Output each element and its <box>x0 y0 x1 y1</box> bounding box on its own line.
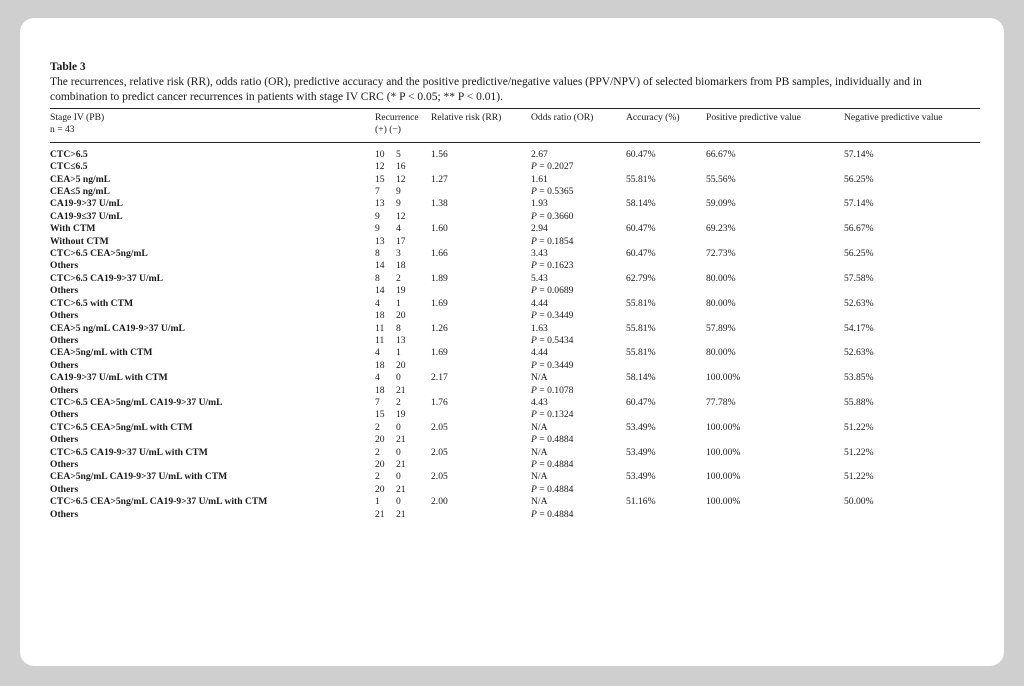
relative-risk-cell: 1.66 <box>431 248 448 260</box>
row-label-cell: CEA>5ng/mL with CTM <box>50 347 153 359</box>
table-row <box>50 198 980 210</box>
accuracy-cell: 55.81% <box>626 322 656 334</box>
row-label-cell: Others <box>50 409 79 421</box>
table-row <box>50 447 980 459</box>
row-label-cell: CTC>6.5 CA19-9>37 U/mL <box>50 272 163 284</box>
accuracy-cell <box>626 211 706 223</box>
caption-main: The recurrences, relative risk (RR), odds ratio (OR), predictive accuracy and the positive predictive/negative values (PPV/NPV) of selected biomarkers from PB samples, individually and in combination to predict cancer recurrences in patients with stage IV CRC ( <box>50 76 922 103</box>
relative-risk-cell: 1.56 <box>431 148 448 160</box>
recurrence-negative-cell: 21 <box>396 458 406 470</box>
ppv-cell: 66.67% <box>706 148 736 160</box>
odds-ratio-cell: P = 0.1078 <box>531 384 574 396</box>
recurrence-positive-cell: 4 <box>375 297 380 309</box>
header-recurrence-label: Recurrence <box>375 112 419 123</box>
recurrence-positive-cell: 8 <box>375 248 380 260</box>
table-row <box>50 484 980 496</box>
npv-cell <box>844 161 980 173</box>
npv-cell <box>844 260 980 272</box>
recurrence-negative-cell: 18 <box>396 260 406 272</box>
accuracy-cell <box>626 310 706 322</box>
recurrence-negative-cell: 9 <box>396 198 401 210</box>
recurrence-negative-cell: 21 <box>396 508 406 520</box>
relative-risk-cell: 1.69 <box>431 297 448 309</box>
recurrence-positive-cell: 13 <box>375 198 385 210</box>
ppv-cell <box>706 236 844 248</box>
recurrence-negative-cell: 1 <box>396 347 401 359</box>
table-row <box>50 310 980 322</box>
relative-risk-cell <box>431 509 531 523</box>
table-row <box>50 174 980 186</box>
table-row <box>50 397 980 409</box>
row-label-cell: CA19-9≤37 U/mL <box>50 210 123 222</box>
relative-risk-cell: 1.38 <box>431 198 448 210</box>
header-npv: Negative predictive value <box>844 109 980 143</box>
recurrence-positive-cell: 2 <box>375 446 380 458</box>
recurrence-positive-cell: 7 <box>375 186 380 198</box>
ppv-cell <box>706 509 844 523</box>
recurrence-positive-cell: 4 <box>375 347 380 359</box>
table-title: Table 3 <box>50 61 86 73</box>
recurrence-negative-cell: 21 <box>396 384 406 396</box>
table-row <box>50 471 980 483</box>
row-label-cell: Others <box>50 285 79 297</box>
table-row <box>50 142 980 161</box>
accuracy-cell: 55.81% <box>626 297 656 309</box>
accuracy-cell <box>626 260 706 272</box>
header-group-label: Stage IV (PB) <box>50 112 105 123</box>
header-rr: Relative risk (RR) <box>431 109 531 143</box>
odds-ratio-cell: N/A <box>531 471 548 483</box>
relative-risk-cell <box>431 434 531 446</box>
npv-cell: 57.14% <box>844 148 874 160</box>
npv-cell <box>844 459 980 471</box>
ppv-cell: 55.56% <box>706 173 736 185</box>
table-row <box>50 409 980 421</box>
odds-ratio-cell: P = 0.4884 <box>531 458 574 470</box>
header-n: n = 43 <box>50 124 75 136</box>
accuracy-cell <box>626 409 706 421</box>
accuracy-cell: 62.79% <box>626 272 656 284</box>
table-row <box>50 509 980 523</box>
recurrence-negative-cell: 4 <box>396 223 401 235</box>
accuracy-cell: 53.49% <box>626 421 656 433</box>
recurrence-positive-cell: 20 <box>375 458 385 470</box>
recurrence-negative-cell: 0 <box>396 446 401 458</box>
header-accuracy: Accuracy (%) <box>626 109 706 143</box>
ppv-cell: 72.73% <box>706 248 736 260</box>
relative-risk-cell: 1.89 <box>431 272 448 284</box>
table-row <box>50 223 980 235</box>
relative-risk-cell: 1.60 <box>431 223 448 235</box>
npv-cell <box>844 360 980 372</box>
relative-risk-cell <box>431 211 531 223</box>
relative-risk-cell <box>431 161 531 173</box>
row-label-cell: Others <box>50 508 79 520</box>
recurrence-positive-cell: 13 <box>375 235 385 247</box>
ppv-cell: 100.00% <box>706 372 741 384</box>
relative-risk-cell: 2.05 <box>431 421 448 433</box>
recurrence-negative-cell: 0 <box>396 372 401 384</box>
relative-risk-cell <box>431 285 531 297</box>
odds-ratio-cell: N/A <box>531 421 548 433</box>
odds-ratio-cell: P = 0.5434 <box>531 334 574 346</box>
relative-risk-cell <box>431 260 531 272</box>
npv-cell: 51.22% <box>844 421 874 433</box>
recurrence-positive-cell: 9 <box>375 223 380 235</box>
relative-risk-cell: 2.05 <box>431 446 448 458</box>
row-label-cell: CTC>6.5 CEA>5ng/mL CA19-9>37 U/mL <box>50 396 223 408</box>
accuracy-cell: 58.14% <box>626 198 656 210</box>
ppv-cell: 100.00% <box>706 446 741 458</box>
odds-ratio-cell: 2.67 <box>531 148 548 160</box>
recurrence-positive-cell: 11 <box>375 334 385 346</box>
relative-risk-cell <box>431 186 531 198</box>
recurrence-negative-cell: 12 <box>396 210 406 222</box>
table-row <box>50 285 980 297</box>
accuracy-cell: 60.47% <box>626 248 656 260</box>
odds-ratio-cell: 2.94 <box>531 223 548 235</box>
ppv-cell <box>706 161 844 173</box>
row-label-cell: CEA>5ng/mL CA19-9>37 U/mL with CTM <box>50 471 228 483</box>
accuracy-cell: 60.47% <box>626 223 656 235</box>
ppv-cell: 100.00% <box>706 471 741 483</box>
row-label-cell: CA19-9>37 U/mL with CTM <box>50 372 168 384</box>
npv-cell: 52.63% <box>844 347 874 359</box>
table-block <box>50 60 980 523</box>
npv-cell: 51.22% <box>844 471 874 483</box>
accuracy-cell <box>626 385 706 397</box>
npv-cell <box>844 285 980 297</box>
table-row <box>50 273 980 285</box>
accuracy-cell <box>626 434 706 446</box>
accuracy-cell <box>626 509 706 523</box>
recurrence-negative-cell: 0 <box>396 421 401 433</box>
caption-significance: * P < 0.05; ** P < 0.01 <box>390 91 497 103</box>
row-label-cell: CTC>6.5 CA19-9>37 U/mL with CTM <box>50 446 208 458</box>
recurrence-positive-cell: 1 <box>375 496 380 508</box>
recurrence-negative-cell: 0 <box>396 471 401 483</box>
recurrence-negative-cell: 2 <box>396 272 401 284</box>
row-label-cell: Others <box>50 260 79 272</box>
ppv-cell: 100.00% <box>706 421 741 433</box>
recurrence-negative-cell: 9 <box>396 186 401 198</box>
row-label-cell: Others <box>50 334 79 346</box>
npv-cell: 53.85% <box>844 372 874 384</box>
accuracy-cell: 60.47% <box>626 148 656 160</box>
npv-cell <box>844 236 980 248</box>
ppv-cell <box>706 335 844 347</box>
npv-cell <box>844 385 980 397</box>
row-label-cell: CA19-9>37 U/mL <box>50 198 123 210</box>
table-row <box>50 347 980 359</box>
recurrence-negative-cell: 1 <box>396 297 401 309</box>
recurrence-positive-cell: 4 <box>375 372 380 384</box>
table-row <box>50 360 980 372</box>
odds-ratio-cell: P = 0.5365 <box>531 186 574 198</box>
table-row <box>50 211 980 223</box>
odds-ratio-cell: P = 0.4884 <box>531 483 574 495</box>
recurrence-negative-cell: 19 <box>396 285 406 297</box>
row-label-cell: With CTM <box>50 223 96 235</box>
odds-ratio-cell: P = 0.2027 <box>531 161 574 173</box>
table-row <box>50 422 980 434</box>
row-label-cell: Without CTM <box>50 235 109 247</box>
ppv-cell <box>706 484 844 496</box>
row-label-cell: CEA≤5 ng/mL <box>50 186 110 198</box>
recurrence-negative-cell: 12 <box>396 173 406 185</box>
ppv-cell <box>706 211 844 223</box>
recurrence-negative-cell: 13 <box>396 334 406 346</box>
table-row <box>50 260 980 272</box>
ppv-cell: 80.00% <box>706 272 736 284</box>
accuracy-cell <box>626 236 706 248</box>
document-frame <box>20 18 1004 666</box>
ppv-cell <box>706 186 844 198</box>
ppv-cell: 100.00% <box>706 496 741 508</box>
npv-cell <box>844 509 980 523</box>
npv-cell: 52.63% <box>844 297 874 309</box>
ppv-cell <box>706 360 844 372</box>
recurrence-positive-cell: 20 <box>375 483 385 495</box>
odds-ratio-cell: 4.43 <box>531 396 548 408</box>
odds-ratio-cell: P = 0.1623 <box>531 260 574 272</box>
accuracy-cell: 53.49% <box>626 446 656 458</box>
header-or: Odds ratio (OR) <box>531 109 626 143</box>
table-row <box>50 459 980 471</box>
npv-cell: 51.22% <box>844 446 874 458</box>
recurrence-negative-cell: 3 <box>396 248 401 260</box>
odds-ratio-cell: P = 0.1854 <box>531 235 574 247</box>
recurrence-positive-cell: 18 <box>375 359 385 371</box>
row-label-cell: Others <box>50 434 79 446</box>
accuracy-cell: 55.81% <box>626 173 656 185</box>
table-row <box>50 496 980 508</box>
relative-risk-cell <box>431 385 531 397</box>
relative-risk-cell: 1.69 <box>431 347 448 359</box>
row-label-cell: Others <box>50 483 79 495</box>
table-body <box>50 142 980 523</box>
accuracy-cell <box>626 484 706 496</box>
odds-ratio-cell: 4.44 <box>531 347 548 359</box>
caption-end: ). <box>496 91 503 103</box>
npv-cell <box>844 310 980 322</box>
ppv-cell: 77.78% <box>706 396 736 408</box>
relative-risk-cell: 1.76 <box>431 396 448 408</box>
recurrence-negative-cell: 21 <box>396 434 406 446</box>
npv-cell: 57.14% <box>844 198 874 210</box>
table-row <box>50 323 980 335</box>
recurrence-positive-cell: 14 <box>375 260 385 272</box>
odds-ratio-cell: N/A <box>531 372 548 384</box>
odds-ratio-cell: 5.43 <box>531 272 548 284</box>
accuracy-cell: 55.81% <box>626 347 656 359</box>
relative-risk-cell <box>431 459 531 471</box>
row-label-cell: Others <box>50 384 79 396</box>
recurrence-positive-cell: 18 <box>375 310 385 322</box>
odds-ratio-cell: 1.63 <box>531 322 548 334</box>
odds-ratio-cell: 3.43 <box>531 248 548 260</box>
odds-ratio-cell: P = 0.0689 <box>531 285 574 297</box>
relative-risk-cell: 2.05 <box>431 471 448 483</box>
recurrence-positive-cell: 2 <box>375 471 380 483</box>
relative-risk-cell <box>431 484 531 496</box>
table-header-row <box>50 109 980 143</box>
header-group <box>50 109 375 143</box>
npv-cell: 55.88% <box>844 396 874 408</box>
accuracy-cell <box>626 335 706 347</box>
recurrence-positive-cell: 9 <box>375 210 380 222</box>
ppv-cell: 69.23% <box>706 223 736 235</box>
relative-risk-cell: 2.00 <box>431 496 448 508</box>
table-row <box>50 298 980 310</box>
relative-risk-cell <box>431 360 531 372</box>
recurrence-positive-cell: 2 <box>375 421 380 433</box>
recurrence-negative-cell: 20 <box>396 359 406 371</box>
relative-risk-cell <box>431 335 531 347</box>
accuracy-cell <box>626 186 706 198</box>
ppv-cell <box>706 434 844 446</box>
npv-cell: 56.25% <box>844 173 874 185</box>
npv-cell: 56.67% <box>844 223 874 235</box>
recurrence-positive-cell: 21 <box>375 508 385 520</box>
table-row <box>50 236 980 248</box>
ppv-cell: 80.00% <box>706 347 736 359</box>
row-label-cell: CTC>6.5 CEA>5ng/mL CA19-9>37 U/mL with CTM <box>50 496 268 508</box>
npv-cell: 56.25% <box>844 248 874 260</box>
accuracy-cell <box>626 360 706 372</box>
row-label-cell: CEA>5 ng/mL CA19-9>37 U/mL <box>50 322 185 334</box>
npv-cell <box>844 211 980 223</box>
accuracy-cell <box>626 459 706 471</box>
row-label-cell: CTC>6.5 with CTM <box>50 297 134 309</box>
header-ppv: Positive predictive value <box>706 109 844 143</box>
odds-ratio-cell: P = 0.4884 <box>531 508 574 520</box>
table-row <box>50 372 980 384</box>
ppv-cell: 59.09% <box>706 198 736 210</box>
header-recurrence-signs: (+) (−) <box>375 124 401 136</box>
recurrence-negative-cell: 16 <box>396 161 406 173</box>
accuracy-cell: 51.16% <box>626 496 656 508</box>
recurrence-positive-cell: 10 <box>375 148 385 160</box>
recurrence-negative-cell: 8 <box>396 322 401 334</box>
odds-ratio-cell: P = 0.4884 <box>531 434 574 446</box>
npv-cell: 50.00% <box>844 496 874 508</box>
npv-cell <box>844 484 980 496</box>
odds-ratio-cell: P = 0.3660 <box>531 210 574 222</box>
ppv-cell <box>706 459 844 471</box>
recurrence-negative-cell: 19 <box>396 409 406 421</box>
relative-risk-cell <box>431 236 531 248</box>
recurrence-negative-cell: 2 <box>396 396 401 408</box>
table-row <box>50 186 980 198</box>
accuracy-cell <box>626 285 706 297</box>
accuracy-cell <box>626 161 706 173</box>
ppv-cell <box>706 310 844 322</box>
row-label-cell: CTC>6.5 CEA>5ng/mL <box>50 248 148 260</box>
relative-risk-cell: 1.27 <box>431 173 448 185</box>
table-row <box>50 335 980 347</box>
accuracy-cell: 60.47% <box>626 396 656 408</box>
ppv-cell: 57.89% <box>706 322 736 334</box>
ppv-cell <box>706 409 844 421</box>
recurrence-positive-cell: 14 <box>375 285 385 297</box>
odds-ratio-cell: 1.61 <box>531 173 548 185</box>
npv-cell <box>844 409 980 421</box>
odds-ratio-cell: P = 0.3449 <box>531 359 574 371</box>
recurrence-positive-cell: 11 <box>375 322 385 334</box>
npv-cell <box>844 186 980 198</box>
ppv-cell <box>706 285 844 297</box>
row-label-cell: Others <box>50 310 79 322</box>
odds-ratio-cell: 1.93 <box>531 198 548 210</box>
recurrence-negative-cell: 0 <box>396 496 401 508</box>
odds-ratio-cell: 4.44 <box>531 297 548 309</box>
relative-risk-cell <box>431 310 531 322</box>
odds-ratio-cell: P = 0.1324 <box>531 409 574 421</box>
row-label-cell: CTC>6.5 <box>50 148 88 160</box>
table-row <box>50 248 980 260</box>
row-label-cell: CEA>5 ng/mL <box>50 173 111 185</box>
row-label-cell: Others <box>50 458 79 470</box>
ppv-cell: 80.00% <box>706 297 736 309</box>
row-label-cell: CTC>6.5 CEA>5ng/mL with CTM <box>50 421 193 433</box>
odds-ratio-cell: N/A <box>531 496 548 508</box>
results-table <box>50 108 980 523</box>
ppv-cell <box>706 260 844 272</box>
relative-risk-cell <box>431 409 531 421</box>
accuracy-cell: 53.49% <box>626 471 656 483</box>
recurrence-negative-cell: 20 <box>396 310 406 322</box>
recurrence-positive-cell: 18 <box>375 384 385 396</box>
recurrence-positive-cell: 7 <box>375 396 380 408</box>
npv-cell: 57.58% <box>844 272 874 284</box>
table-row <box>50 385 980 397</box>
row-label-cell: CTC≤6.5 <box>50 161 88 173</box>
recurrence-positive-cell: 15 <box>375 409 385 421</box>
row-label-cell: Others <box>50 359 79 371</box>
odds-ratio-cell: P = 0.3449 <box>531 310 574 322</box>
ppv-cell <box>706 385 844 397</box>
odds-ratio-cell: N/A <box>531 446 548 458</box>
header-recurrence <box>375 109 431 143</box>
npv-cell <box>844 335 980 347</box>
recurrence-negative-cell: 17 <box>396 235 406 247</box>
recurrence-negative-cell: 21 <box>396 483 406 495</box>
npv-cell <box>844 434 980 446</box>
table-caption <box>50 75 980 105</box>
recurrence-negative-cell: 5 <box>396 148 401 160</box>
recurrence-positive-cell: 20 <box>375 434 385 446</box>
relative-risk-cell: 1.26 <box>431 322 448 334</box>
accuracy-cell: 58.14% <box>626 372 656 384</box>
relative-risk-cell: 2.17 <box>431 372 448 384</box>
recurrence-positive-cell: 12 <box>375 161 385 173</box>
table-row <box>50 434 980 446</box>
recurrence-positive-cell: 8 <box>375 272 380 284</box>
table-row <box>50 161 980 173</box>
npv-cell: 54.17% <box>844 322 874 334</box>
recurrence-positive-cell: 15 <box>375 173 385 185</box>
